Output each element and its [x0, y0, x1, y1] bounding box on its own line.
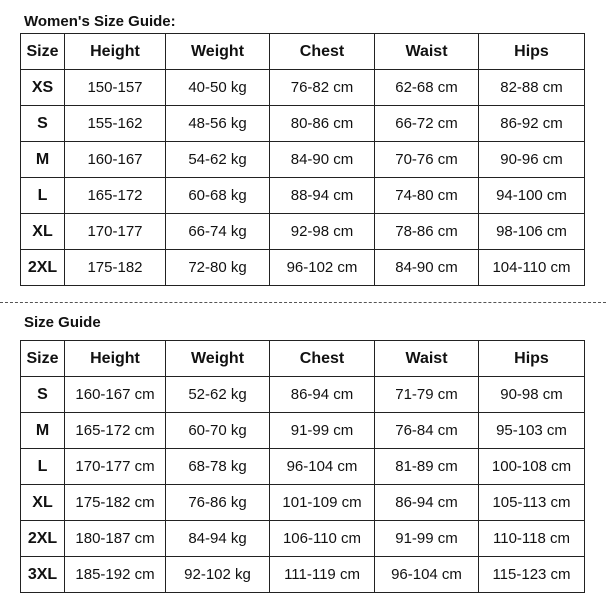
table-row [21, 377, 585, 413]
weight-cell: 72-80 kg [166, 250, 270, 286]
height-cell: 160-167 [65, 142, 166, 178]
hips-cell: 95-103 cm [479, 413, 585, 449]
table-row [21, 485, 585, 521]
weight-cell: 40-50 kg [166, 70, 270, 106]
height-cell: 155-162 [65, 106, 166, 142]
height-cell: 170-177 [65, 214, 166, 250]
table-row [21, 142, 585, 178]
hips-cell: 110-118 cm [479, 521, 585, 557]
height-cell: 185-192 cm [65, 557, 166, 593]
hips-cell: 90-96 cm [479, 142, 585, 178]
header-chest: Chest [270, 341, 375, 377]
hips-cell: 98-106 cm [479, 214, 585, 250]
hips-cell: 86-92 cm [479, 106, 585, 142]
header-weight: Weight [166, 34, 270, 70]
hips-cell: 115-123 cm [479, 557, 585, 593]
table-header-row [21, 341, 585, 377]
chest-cell: 86-94 cm [270, 377, 375, 413]
table-row [21, 70, 585, 106]
size-cell: M [21, 142, 65, 178]
chest-cell: 76-82 cm [270, 70, 375, 106]
waist-cell: 78-86 cm [375, 214, 479, 250]
table-row [21, 413, 585, 449]
size-cell: S [21, 106, 65, 142]
header-hips: Hips [479, 34, 585, 70]
waist-cell: 86-94 cm [375, 485, 479, 521]
hips-cell: 100-108 cm [479, 449, 585, 485]
height-cell: 150-157 [65, 70, 166, 106]
header-hips: Hips [479, 341, 585, 377]
table-row [21, 178, 585, 214]
table-row [21, 250, 585, 286]
hips-cell: 104-110 cm [479, 250, 585, 286]
weight-cell: 60-70 kg [166, 413, 270, 449]
table-row [21, 214, 585, 250]
weight-cell: 60-68 kg [166, 178, 270, 214]
weight-cell: 54-62 kg [166, 142, 270, 178]
size-cell: XL [21, 485, 65, 521]
header-weight: Weight [166, 341, 270, 377]
weight-cell: 48-56 kg [166, 106, 270, 142]
weight-cell: 84-94 kg [166, 521, 270, 557]
header-height: Height [65, 34, 166, 70]
height-cell: 165-172 [65, 178, 166, 214]
header-size: Size [21, 34, 65, 70]
size-cell: S [21, 377, 65, 413]
weight-cell: 68-78 kg [166, 449, 270, 485]
womens-size-guide-title: Women's Size Guide: [24, 13, 176, 30]
weight-cell: 76-86 kg [166, 485, 270, 521]
height-cell: 180-187 cm [65, 521, 166, 557]
waist-cell: 91-99 cm [375, 521, 479, 557]
height-cell: 175-182 cm [65, 485, 166, 521]
chest-cell: 96-104 cm [270, 449, 375, 485]
size-cell: 2XL [21, 521, 65, 557]
waist-cell: 84-90 cm [375, 250, 479, 286]
chest-cell: 92-98 cm [270, 214, 375, 250]
hips-cell: 94-100 cm [479, 178, 585, 214]
chest-cell: 111-119 cm [270, 557, 375, 593]
dashed-divider [0, 302, 606, 303]
weight-cell: 52-62 kg [166, 377, 270, 413]
hips-cell: 105-113 cm [479, 485, 585, 521]
height-cell: 170-177 cm [65, 449, 166, 485]
size-guide-table [20, 340, 585, 593]
size-cell: M [21, 413, 65, 449]
height-cell: 160-167 cm [65, 377, 166, 413]
height-cell: 165-172 cm [65, 413, 166, 449]
chest-cell: 84-90 cm [270, 142, 375, 178]
table-row [21, 557, 585, 593]
waist-cell: 76-84 cm [375, 413, 479, 449]
waist-cell: 62-68 cm [375, 70, 479, 106]
waist-cell: 96-104 cm [375, 557, 479, 593]
table-row [21, 106, 585, 142]
waist-cell: 71-79 cm [375, 377, 479, 413]
chest-cell: 96-102 cm [270, 250, 375, 286]
size-cell: L [21, 449, 65, 485]
hips-cell: 82-88 cm [479, 70, 585, 106]
womens-size-table [20, 33, 585, 286]
chest-cell: 80-86 cm [270, 106, 375, 142]
table-row [21, 449, 585, 485]
size-cell: L [21, 178, 65, 214]
waist-cell: 70-76 cm [375, 142, 479, 178]
header-waist: Waist [375, 34, 479, 70]
waist-cell: 81-89 cm [375, 449, 479, 485]
size-guide-title: Size Guide [24, 314, 101, 331]
waist-cell: 66-72 cm [375, 106, 479, 142]
header-size: Size [21, 341, 65, 377]
chest-cell: 88-94 cm [270, 178, 375, 214]
header-chest: Chest [270, 34, 375, 70]
table-row [21, 521, 585, 557]
size-cell: XL [21, 214, 65, 250]
table-header-row [21, 34, 585, 70]
waist-cell: 74-80 cm [375, 178, 479, 214]
chest-cell: 101-109 cm [270, 485, 375, 521]
size-cell: 3XL [21, 557, 65, 593]
height-cell: 175-182 [65, 250, 166, 286]
header-waist: Waist [375, 341, 479, 377]
weight-cell: 66-74 kg [166, 214, 270, 250]
hips-cell: 90-98 cm [479, 377, 585, 413]
size-cell: 2XL [21, 250, 65, 286]
chest-cell: 91-99 cm [270, 413, 375, 449]
weight-cell: 92-102 kg [166, 557, 270, 593]
header-height: Height [65, 341, 166, 377]
size-cell: XS [21, 70, 65, 106]
chest-cell: 106-110 cm [270, 521, 375, 557]
